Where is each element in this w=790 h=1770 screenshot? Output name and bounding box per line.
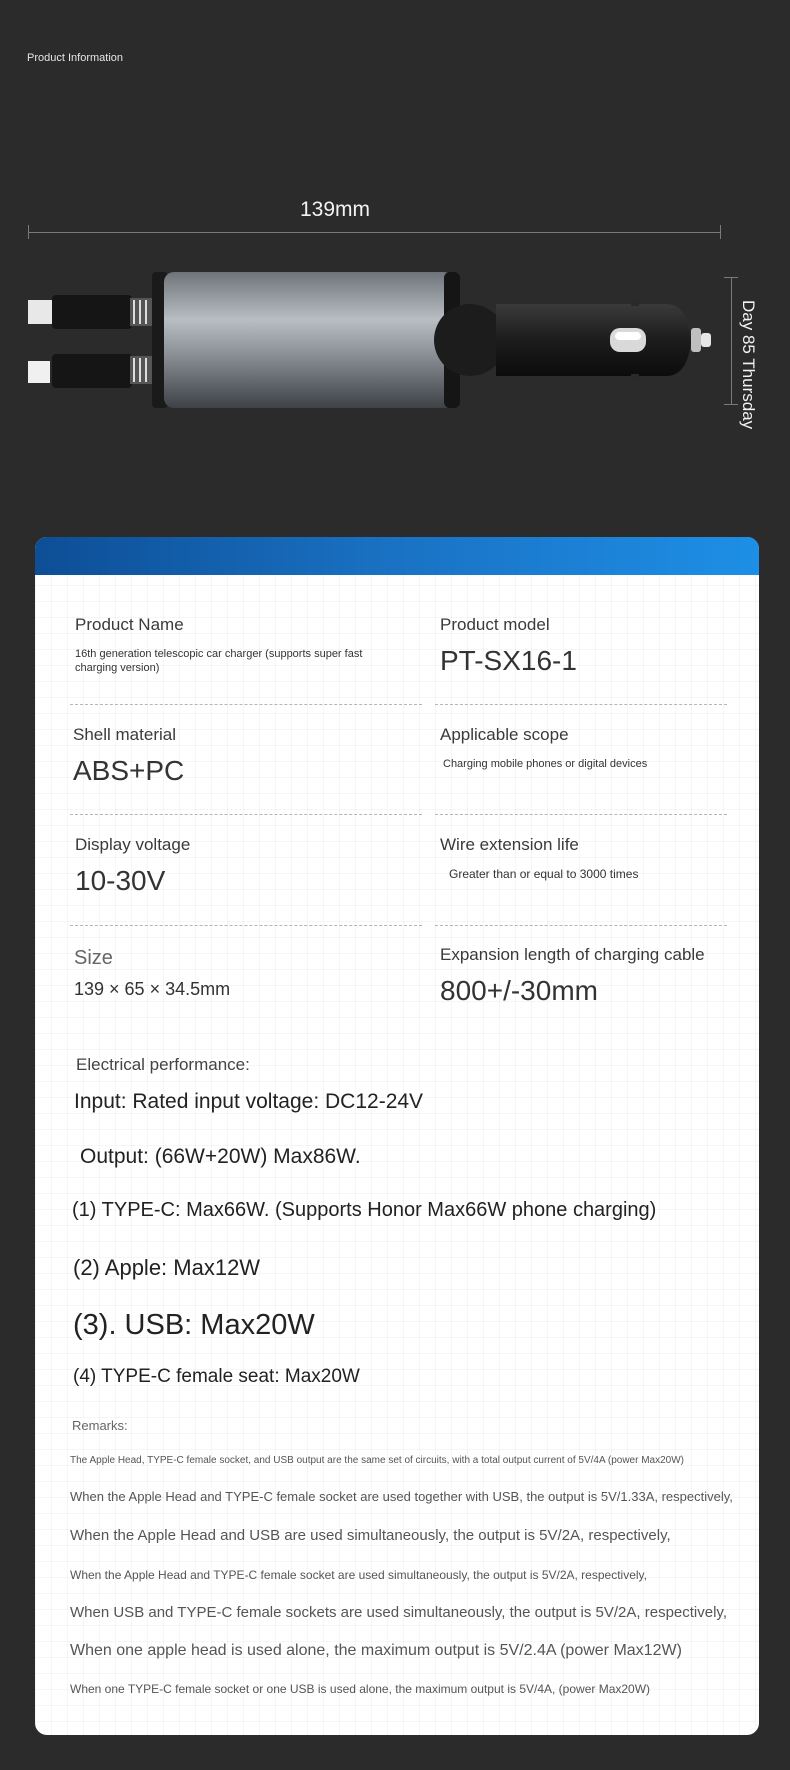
row-divider (70, 814, 422, 815)
product-model-cell (440, 615, 577, 677)
row-divider (70, 925, 422, 926)
applicable-scope-cell (440, 725, 647, 771)
height-dimension-line (731, 277, 732, 405)
electrical-input: Input: Rated input voltage: DC12-24V (74, 1090, 424, 1113)
row-divider (70, 704, 422, 705)
shell-material-cell (73, 725, 184, 787)
display-voltage-value: 10-30V (75, 865, 166, 896)
lightning-tip (28, 300, 52, 324)
product-model-label: Product model (440, 615, 550, 634)
car-charger-image (26, 262, 726, 442)
remarks-title: Remarks: (72, 1418, 128, 1433)
electrical-line-typec: (1) TYPE-C: Max66W. (Supports Honor Max66W phone charging) (72, 1199, 657, 1221)
wire-life-value: Greater than or equal to 3000 times (449, 867, 639, 881)
width-dimension-label: 139mm (299, 198, 371, 221)
remark-line-3: When the Apple Head and USB are used simultaneously, the output is 5V/2A, respectively, (70, 1527, 671, 1544)
spec-card (35, 537, 759, 1735)
height-dimension-label: Day 85 Thursday (739, 300, 758, 430)
width-dimension-line (28, 232, 721, 233)
section-label: Product Information (27, 52, 123, 64)
electrical-line-apple: (2) Apple: Max12W (73, 1255, 261, 1280)
product-name-value: 16th generation telescopic car charger (supports super fast charging version) (75, 648, 363, 674)
electrical-line-typec-seat: (4) TYPE-C female seat: Max20W (73, 1366, 360, 1387)
applicable-scope-value: Charging mobile phones or digital devices (443, 758, 648, 770)
size-value: 139 × 65 × 34.5mm (74, 979, 231, 999)
remark-line-2: When the Apple Head and TYPE-C female socket are used together with USB, the output is 5V/1.33A, respectively, (70, 1489, 733, 1504)
row-divider (435, 925, 727, 926)
display-voltage-label: Display voltage (75, 835, 191, 854)
row-divider (435, 814, 727, 815)
cable-length-label: Expansion length of charging cable (440, 945, 705, 964)
cigarette-plug (496, 304, 691, 376)
card-header-bar (35, 537, 759, 575)
remark-line-7: When one TYPE-C female socket or one USB is used alone, the maximum output is 5V/4A, (power Max20W) (70, 1682, 651, 1696)
applicable-scope-label: Applicable scope (440, 725, 569, 744)
wire-life-cell (440, 835, 638, 881)
row-divider (435, 704, 727, 705)
cable-length-cell (440, 945, 705, 1007)
remark-line-5: When USB and TYPE-C female sockets are used simultaneously, the output is 5V/2A, respectively, (70, 1604, 727, 1621)
product-model-value: PT-SX16-1 (440, 645, 577, 676)
remark-line-1: The Apple Head, TYPE-C female socket, and USB output are the same set of circuits, with a total output current of 5V/4A (power Max20W) (70, 1455, 685, 1466)
height-dimension-tick-top (724, 277, 738, 278)
charger-body (164, 272, 454, 408)
wire-life-label: Wire extension life (440, 835, 579, 854)
cable-length-value: 800+/-30mm (440, 975, 598, 1006)
electrical-title: Electrical performance: (76, 1055, 250, 1074)
product-name-cell (75, 615, 375, 675)
swivel-joint (434, 304, 506, 376)
shell-material-label: Shell material (73, 725, 176, 744)
display-voltage-cell (75, 835, 190, 897)
remark-line-4: When the Apple Head and TYPE-C female socket are used simultaneously, the output is 5V/2A, respectively, (70, 1568, 647, 1582)
size-label: Size (74, 947, 113, 969)
width-dimension-tick-right (720, 225, 721, 239)
shell-material-value: ABS+PC (73, 755, 185, 786)
height-dimension-tick-bottom (724, 404, 738, 405)
width-dimension-tick-left (28, 225, 29, 239)
product-name-label: Product Name (75, 615, 184, 634)
electrical-line-usb: (3). USB: Max20W (73, 1309, 315, 1341)
remark-line-6: When one apple head is used alone, the maximum output is 5V/2.4A (power Max12W) (70, 1642, 682, 1659)
size-cell (74, 947, 230, 1000)
electrical-output: Output: (66W+20W) Max86W. (80, 1145, 361, 1168)
usb-tip (28, 361, 50, 383)
typec-cable-head (52, 295, 132, 329)
